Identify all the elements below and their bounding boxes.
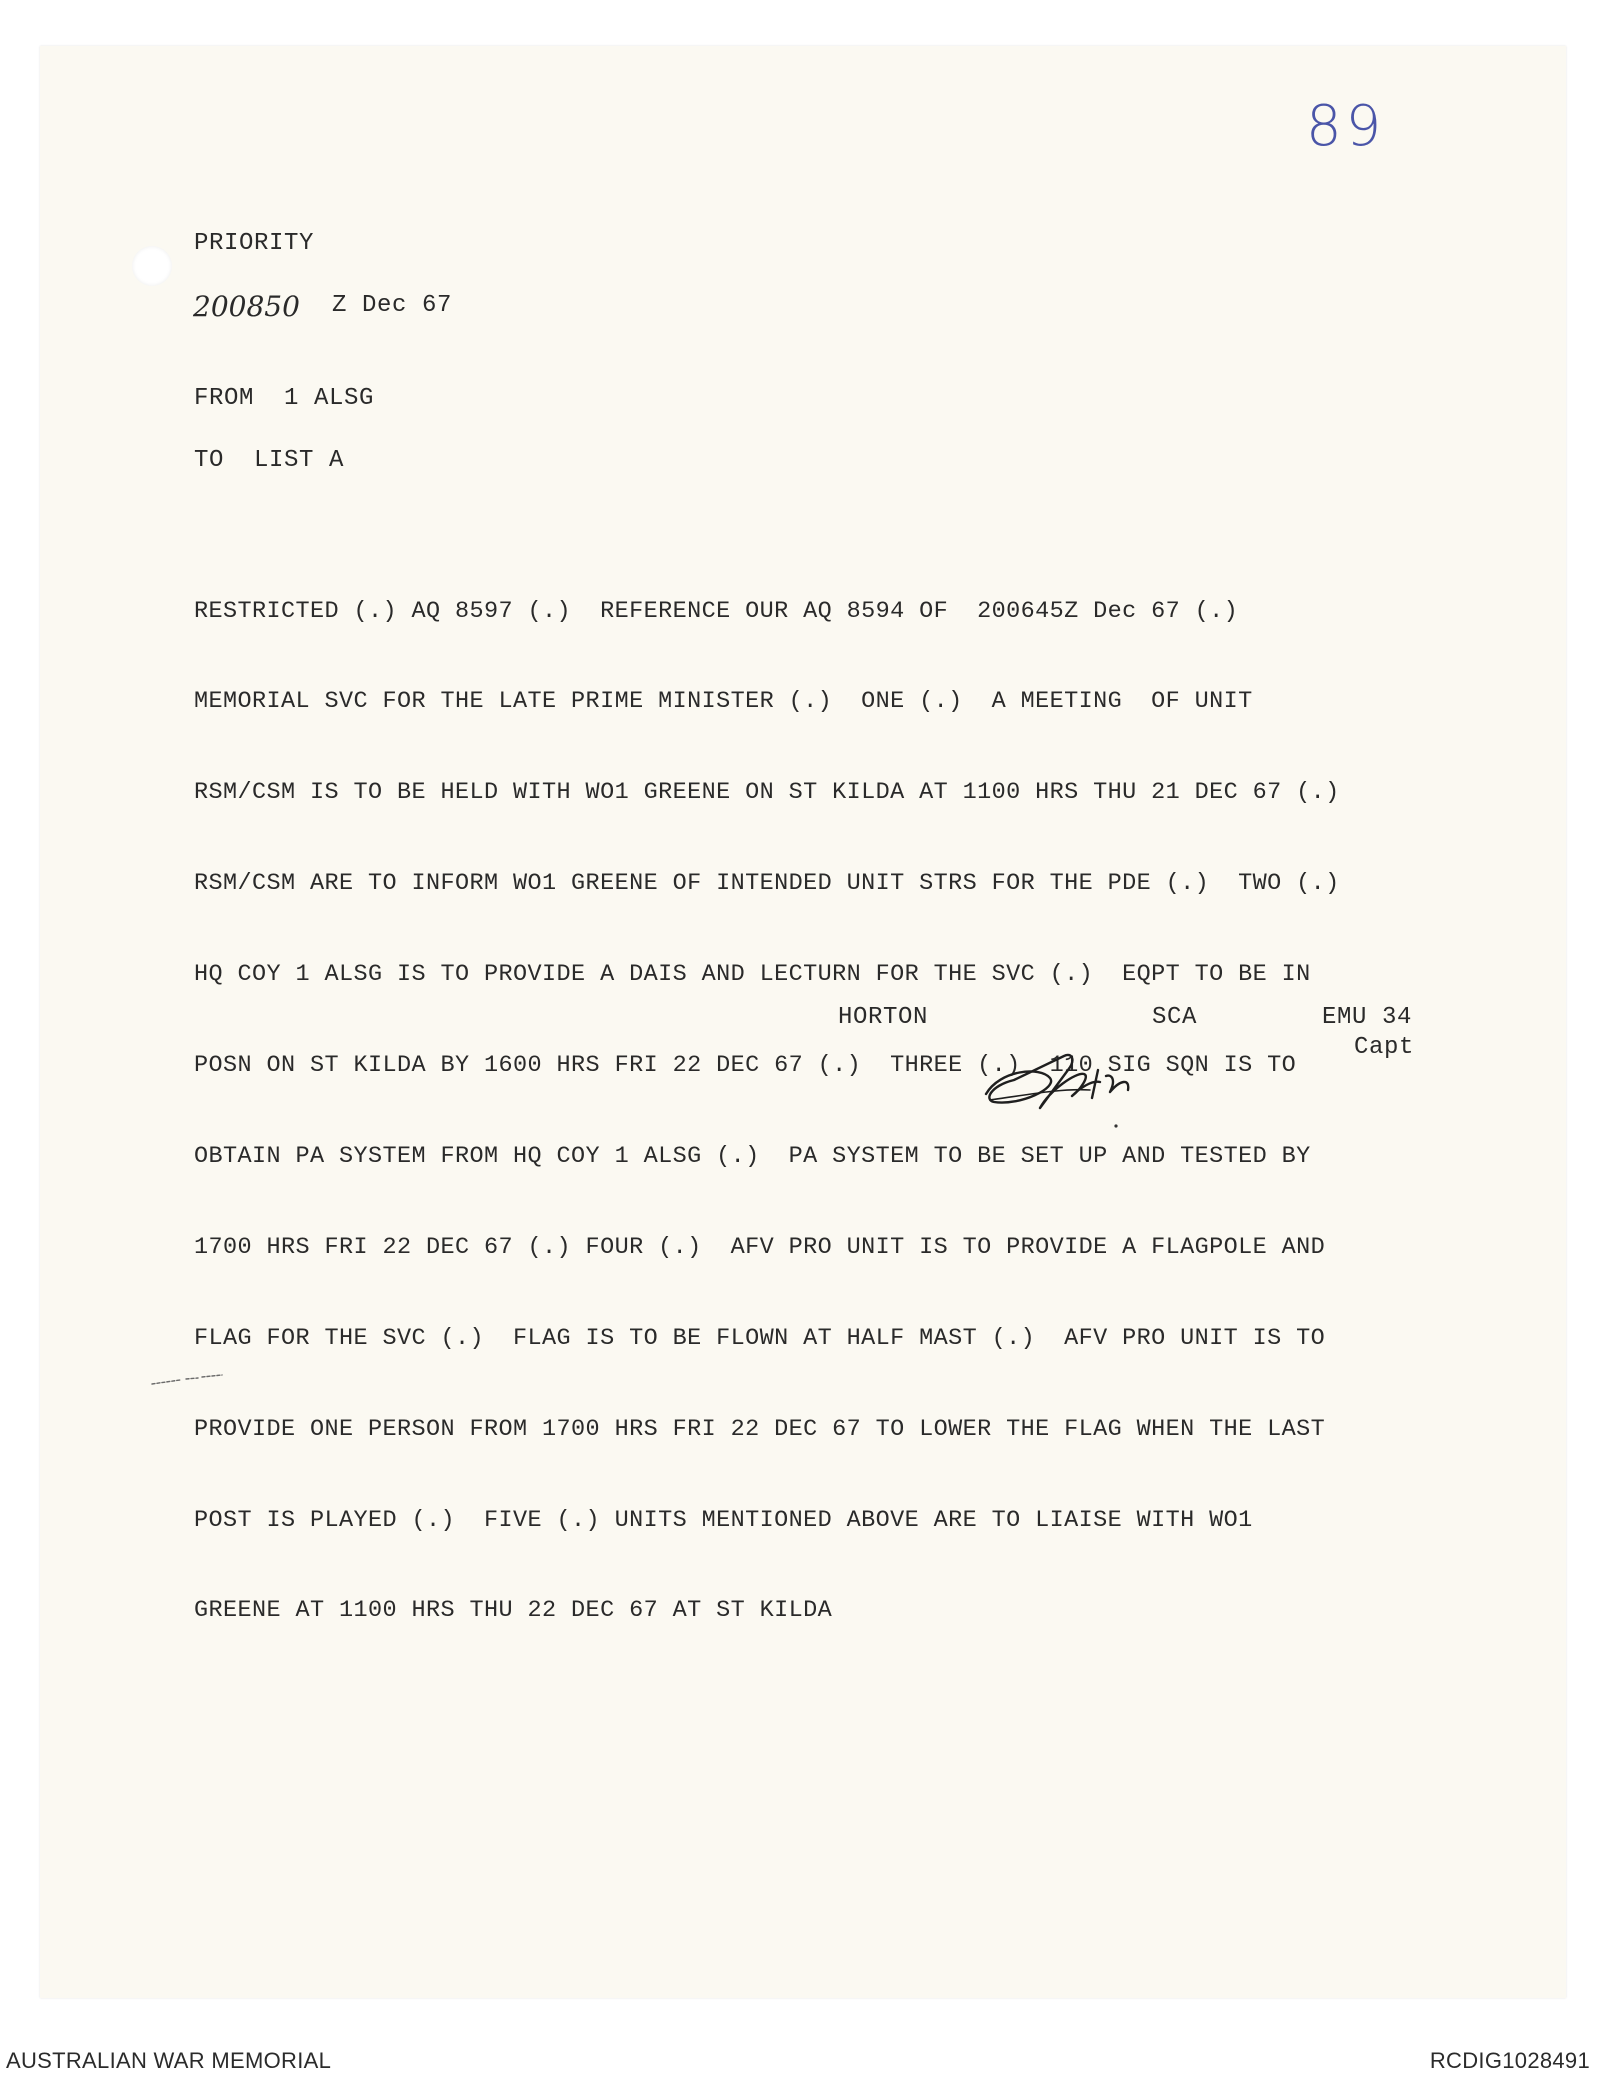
to-line: TO LIST A [194, 447, 345, 474]
footer-record-id: RCDIG1028491 [1429, 2048, 1590, 2073]
message-line: POSN ON ST KILDA BY 1600 HRS FRI 22 DEC 67 (.) THREE (.) 110 SIG SQN IS TO [194, 1052, 1297, 1080]
message-line: RESTRICTED (.) AQ 8597 (.) REFERENCE OUR AQ 8594 OF 200645Z Dec 67 (.) [194, 597, 1239, 625]
originator-branch: SCA [1152, 1004, 1198, 1031]
footer-archive-name: AUSTRALIAN WAR MEMORIAL [6, 2048, 332, 2073]
precedence-label: PRIORITY [194, 230, 315, 257]
message-line: MEMORIAL SVC FOR THE LATE PRIME MINISTER (.) ONE (.) A MEETING OF UNIT [194, 688, 1253, 716]
dtg-handwritten: 200850 [193, 290, 300, 323]
originator-name: HORTON [838, 1004, 929, 1031]
message-line: FLAG FOR THE SVC (.) FLAG IS TO BE FLOWN AT HALF MAST (.) AFV PRO UNIT IS TO [194, 1324, 1326, 1352]
stray-mark [150, 1372, 226, 1388]
message-line: POST IS PLAYED (.) FIVE (.) UNITS MENTIONED ABOVE ARE TO LIAISE WITH WO1 [194, 1506, 1253, 1534]
from-line: FROM 1 ALSG [194, 385, 375, 412]
message-line: RSM/CSM ARE TO INFORM WO1 GREENE OF INTENDED UNIT STRS FOR THE PDE (.) TWO (.) [194, 870, 1340, 898]
page-number: 89 [1306, 94, 1386, 159]
originator-phone: EMU 34 [1322, 1004, 1413, 1031]
punch-hole [132, 246, 172, 286]
message-line: 1700 HRS FRI 22 DEC 67 (.) FOUR (.) AFV PRO UNIT IS TO PROVIDE A FLAGPOLE AND [194, 1233, 1326, 1261]
message-line: RSM/CSM IS TO BE HELD WITH WO1 GREENE ON ST KILDA AT 1100 HRS THU 21 DEC 67 (.) [194, 779, 1340, 807]
message-line: OBTAIN PA SYSTEM FROM HQ COY 1 ALSG (.) PA SYSTEM TO BE SET UP AND TESTED BY [194, 1142, 1311, 1170]
dtg-typed: Z Dec 67 [332, 292, 453, 319]
originator-rank: Capt [1354, 1034, 1415, 1061]
message-line: PROVIDE ONE PERSON FROM 1700 HRS FRI 22 DEC 67 TO LOWER THE FLAG WHEN THE LAST [194, 1415, 1326, 1443]
message-line: HQ COY 1 ALSG IS TO PROVIDE A DAIS AND LECTURN FOR THE SVC (.) EQPT TO BE IN [194, 961, 1311, 989]
message-line: GREENE AT 1100 HRS THU 22 DEC 67 AT ST KILDA [194, 1597, 833, 1625]
signature [980, 1030, 1200, 1140]
